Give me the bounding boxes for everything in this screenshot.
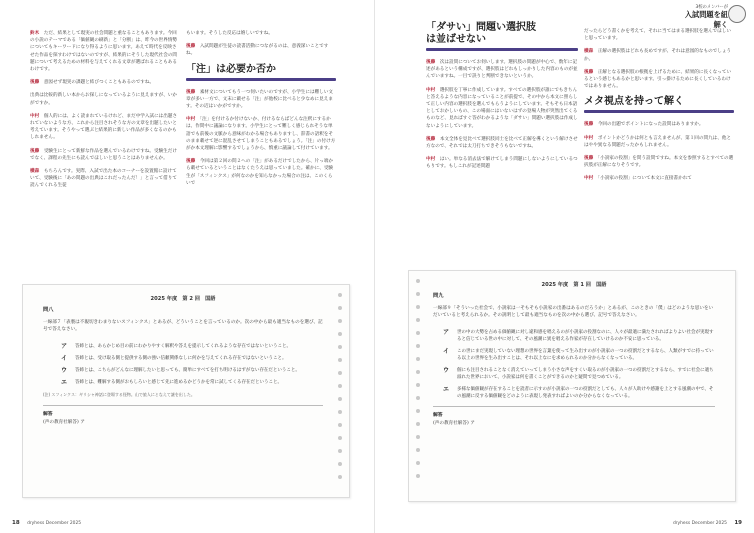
question-number: 問八 [43,307,54,313]
question-text: 一線部７「表裏は不親切きわまりないスフィンクス」とあるが、どういうことを言っているのか。次の中から最も適当なものを選び、記号で答えなさい。 [43,320,323,333]
heading-underline [426,48,578,51]
exam-title: 2025 年度 第 2 回 国語 [150,296,216,302]
paragraph: 中村 選択肢を丁寧に作成しています。すべての選択肢が誰にでもきちんと答えるような内容になっていることが前提で、その中から本文に照らして正しい内容の選択肢を選んでもらうようにしています。そもそも日本語としておかしいもの、この場面にはいないはずの登場人物が突然出てくるものなど、見ればすぐ答がわかるような「ダサい」問題い選択肢は作成しないようにしています。 [426,87,578,129]
magazine-name: dryhess December 2025 [672,521,727,526]
option-u: ウ 答姉とは、こちらがどんなに理解したいと思っても、簡単にすべてを打ち明けるはずがない存在だということ。 [61,367,300,375]
left-column-2 [186,30,336,193]
answer-label: 解答 [433,413,443,419]
paragraph: 中村 はい。単なる消去法で解けてしまう問題にしないようにしているつもりです。もしこれが記述問題 [426,157,578,170]
option-i: イ 答姉とは、受け取る側と提供する側の強い信頼関係なしに何かを与えてくれる存在ではないということ。 [61,355,287,363]
ring-binding [337,293,343,489]
magazine-name: dryhess December 2025 [27,521,82,526]
paragraph: 横森 もちろんです。実際、入試で出た本のコーナーを設置館に設けていて、受験後に「あの問題の出典はこれだったんだ！」と言って借りて読んでくれる生徒 [30,169,177,189]
right-column-2 [584,28,734,189]
paragraph: 鈴木 ただ、結果として現実の社会問題と重なることもあります。今回の小説のテーマである「価値観の刷新」と「分断」は、昨今の世界情勢についてもキーワードになり得るように思います。あえて時代を反映させた作品を探すわけではないのですが、結果的にそうした現代社会の問題について考えるための材料を与えてくれる文章が選ばれることもあるわけです。 [30,31,178,73]
answer-text: (声の教育社解答) ア [433,421,475,427]
exam-title: 2025 年度 第 1 回 国語 [541,282,607,288]
option-u: ウ 個にも注目されることなく消えていってしまう小さな声をすくい取るのが小説家の一つの役割だとするなら、すでに社会に適ち溢れた世界において、小説家は何を書くことができるのかと疑問で見つめている。 [443,367,714,381]
option-e: エ 多様な価値観が存在することを読者に示すのが小説家の一つの役割だとしても、人々が人助けや感謝を上とする風潮の中で、その風潮に反する価値観をどのように表現し発表すればよいのか分からなくなっている。 [443,386,714,400]
section-heading: 「ダサい」問題い選択肢は並ばせない [426,22,536,45]
paragraph: 中村 個人的には、よく読まれているけれど、まだ中学入試には出題されていないような方、これから注目されそうな方の文章を出題したいと考えています。そうやって選ぶと結果的に新しい作品が多くなるのかもしれません。 [30,113,178,141]
divider [43,405,323,406]
answer-label: 解答 [43,411,53,417]
paragraph: 後藤 受験生にとって新鮮な作品を選んでいるわけですね。受験生だけでなく、課程の先生にも読んでほしいと思うことはありませんか。 [30,148,177,161]
series-logo: 3校のメンバーが 入試問題を紐解く [684,4,746,30]
page-number: 19 [734,520,742,526]
heading-underline [186,78,336,81]
left-column-1 [30,30,178,196]
right-page [378,0,754,533]
question-text: 一線部９「そういった社会で、小説家は一そもそも小説家の出番はあるのだろうか」とあるが、このときの「僕」はどのような思いをいだいていると考えられるか。その説明として最も適当なものを次の中から選び、記号で答えなさい。 [433,306,714,319]
divider [433,406,715,407]
paragraph: 後藤 素材文についてもう一つ伺いたいのですが、小学生には難しい文章が多い一方で、文末に載せる「注」が他校に比べると少なめに見えます。その辺はいかがですか。 [186,89,333,110]
paragraph: だったらどう書くかを考えて、それに当てはまる選択肢を選んでほしいと思っています。 [584,29,731,42]
heading-underline [584,110,734,113]
paragraph: 後藤 本文全体を見比べて選択肢同士を比べて正解を導くという解けさせ方なので、それでは太刀打ちできそうもないですね。 [426,136,578,150]
avatar [728,5,746,23]
page-footer [12,520,81,526]
option-a: ア 世の中の大勢を占める価値観に対し違和感を唱えるのが小説家の役割なのに、人々が最適に満たされればよりよい社会が実現すると信じている世の中に対して、その風潮に異を唱える作家が存在していけるのか不安に思っている。 [443,329,714,343]
option-i: イ この世にまだ実現していない理想の世界を言葉を使って生み出すのが小説家の一つの役割だとするなら、人類がすでに持っている以上の世界を生み出すことは、それ以上なにを求められるのか分からなくなっている。 [443,348,714,362]
paragraph: 中村 「小説家の役割」について本文に直接書かれて [584,176,692,182]
answer-text: (声の教育社解答) ア [43,419,85,425]
paragraph: 後藤 「小説家の役割」を問う設問ですね。本文を参照するとすべての選択肢が正解になりそうです。 [584,156,734,169]
left-page [0,0,375,533]
paragraph: 後藤 正解となる選択肢の根拠を上げるために、結果的に長くなっているという感じもあるかと思います。引っ掛けるために長くしているわけではありません。 [584,69,732,90]
paragraph: もいます。そうした反応は嬉しいですね。 [186,31,273,36]
paragraph: 中村 ポイントかどうかは何とも言えませんが、第１回の問九は、他とはやや異なる問題だったかもしれません。 [584,135,732,148]
exam-question-card [408,270,736,502]
paragraph: 中村 「注」を付けるか付けないか、付けるならばどんな注釈にするかは、作問中に議論になります。小学生にとって難しく感じられそうな単語でも前後の文脈から意味がわかる場合もありますし、辞書の語釈をそのまま載せて逆に混乱させてしまうこともあるでしょう。「注」の付け方がか本文理解に影響するでしょうから、慎重に議論して付けています。 [186,117,336,152]
option-e: エ 答姉とは、難解する側がおもしろいと感じて先に進めるかどうかを常に試してくる存在だということ。 [61,379,282,387]
question-number: 問九 [433,293,444,299]
paragraph: 横森 正解の選択肢はどれも長めですが、それは意図的なものでしょうか。 [584,49,732,62]
paragraph: 後藤 入試問題が生徒の読書活動につながるのは、意義深いことですね。 [186,44,329,57]
section-heading: 「注」は必要か否か [186,63,276,75]
paragraph: 後藤 今回は第２回の問２への「注」があるだけでしたから、片っ端から載せているということはなくたうえは思っていました。確かに、受験生が「スフィンクス」が何なのかを知らなかった場合の注は、このくらいで [186,159,334,186]
paragraph: 出典は比較的新しい本からお探しになっているように見えますが、いかがですか。 [30,93,178,106]
page-number: 18 [12,520,20,526]
section-heading: メタ視点を持って解く [584,96,684,108]
right-column-1 [426,22,578,177]
paragraph: 後藤 次は設問についてお伺いします。選択肢の問題が中心で、数年に記述があるという構成ですが、選択肢はどれもしっかりした内容のものが並んでいますね。一目で誤りと判断できないというか。 [426,60,578,80]
page-footer [673,520,742,526]
exam-question-card [22,284,350,498]
ring-binding [415,279,421,493]
option-a: ア 答姉とは、あらかじめ目の前にわかりやすく解釈や答えを提示してくれるような存在ではないということ。 [61,343,291,351]
footnote: (注) スフィンクス：ギリシャ神話に登場する怪物。山で旅人にとなえて謎を出した。 [43,392,195,398]
paragraph: 後藤 今回の出題でポイントになった設問はありますか。 [584,122,704,128]
paragraph: 後藤 意図せず現実の課題と結びつくこともあるのですね。 [30,80,155,86]
